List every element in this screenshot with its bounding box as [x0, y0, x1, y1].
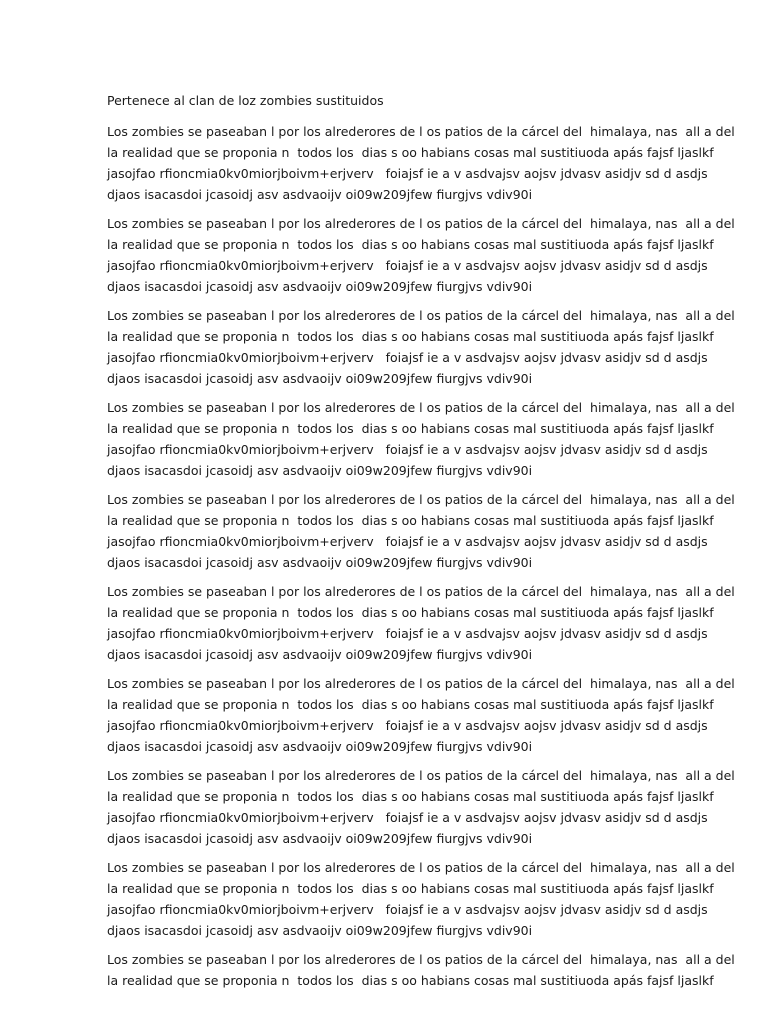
text-line: Los zombies se paseaban l por los alrederores de l os patios de la cárcel del himalaya, nas all a del — [107, 584, 735, 599]
paragraph — [107, 489, 735, 573]
text-line: Los zombies se paseaban l por los alrederores de l os patios de la cárcel del himalaya, nas all a del — [107, 400, 735, 415]
text-line: djaos isacasdoi jcasoidj asv asdvaoijv oi09w209jfew fiurgjvs vdiv90i — [107, 831, 533, 846]
text-line: djaos isacasdoi jcasoidj asv asdvaoijv oi09w209jfew fiurgjvs vdiv90i — [107, 647, 533, 662]
text-line: jasojfao rfioncmia0kv0miorjboivm+erjverv foiajsf ie a v asdvajsv aojsv jdvasv asidjv sd d asdjs — [107, 534, 708, 549]
text-line: djaos isacasdoi jcasoidj asv asdvaoijv oi09w209jfew fiurgjvs vdiv90i — [107, 279, 533, 294]
text-line: jasojfao rfioncmia0kv0miorjboivm+erjverv foiajsf ie a v asdvajsv aojsv jdvasv asidjv sd d asdjs — [107, 166, 708, 181]
text-line: Los zombies se paseaban l por los alrederores de l os patios de la cárcel del himalaya, nas all a del — [107, 216, 735, 231]
text-line: la realidad que se proponia n todos los dias s oo habians cosas mal sustitiuoda apás fajsf ljaslkf — [107, 237, 714, 252]
text-line: jasojfao rfioncmia0kv0miorjboivm+erjverv foiajsf ie a v asdvajsv aojsv jdvasv asidjv sd d asdjs — [107, 442, 708, 457]
text-line: jasojfao rfioncmia0kv0miorjboivm+erjverv foiajsf ie a v asdvajsv aojsv jdvasv asidjv sd d asdjs — [107, 718, 708, 733]
document-body — [107, 121, 735, 991]
text-line: la realidad que se proponia n todos los dias s oo habians cosas mal sustitiuoda apás fajsf ljaslkf — [107, 513, 714, 528]
text-line: la realidad que se proponia n todos los dias s oo habians cosas mal sustitiuoda apás fajsf ljaslkf — [107, 421, 714, 436]
text-line: la realidad que se proponia n todos los dias s oo habians cosas mal sustitiuoda apás fajsf ljaslkf — [107, 329, 714, 344]
paragraph — [107, 857, 735, 941]
document-title: Pertenece al clan de loz zombies sustituidos — [107, 93, 384, 108]
text-line: jasojfao rfioncmia0kv0miorjboivm+erjverv foiajsf ie a v asdvajsv aojsv jdvasv asidjv sd d asdjs — [107, 810, 708, 825]
text-line: la realidad que se proponia n todos los dias s oo habians cosas mal sustitiuoda apás fajsf ljaslkf — [107, 881, 714, 896]
paragraph — [107, 121, 735, 205]
paragraph — [107, 213, 735, 297]
text-line: la realidad que se proponia n todos los dias s oo habians cosas mal sustitiuoda apás fajsf ljaslkf — [107, 605, 714, 620]
text-line: la realidad que se proponia n todos los dias s oo habians cosas mal sustitiuoda apás fajsf ljaslkf — [107, 973, 714, 988]
text-line: djaos isacasdoi jcasoidj asv asdvaoijv oi09w209jfew fiurgjvs vdiv90i — [107, 371, 533, 386]
paragraph — [107, 397, 735, 481]
text-line: Los zombies se paseaban l por los alrederores de l os patios de la cárcel del himalaya, nas all a del — [107, 676, 735, 691]
text-line: jasojfao rfioncmia0kv0miorjboivm+erjverv foiajsf ie a v asdvajsv aojsv jdvasv asidjv sd d asdjs — [107, 350, 708, 365]
text-line: jasojfao rfioncmia0kv0miorjboivm+erjverv foiajsf ie a v asdvajsv aojsv jdvasv asidjv sd d asdjs — [107, 626, 708, 641]
text-line: djaos isacasdoi jcasoidj asv asdvaoijv oi09w209jfew fiurgjvs vdiv90i — [107, 463, 533, 478]
text-line: Los zombies se paseaban l por los alrederores de l os patios de la cárcel del himalaya, nas all a del — [107, 124, 735, 139]
document-page — [107, 93, 735, 991]
text-line: la realidad que se proponia n todos los dias s oo habians cosas mal sustitiuoda apás fajsf ljaslkf — [107, 145, 714, 160]
text-line: djaos isacasdoi jcasoidj asv asdvaoijv oi09w209jfew fiurgjvs vdiv90i — [107, 187, 533, 202]
text-line: djaos isacasdoi jcasoidj asv asdvaoijv oi09w209jfew fiurgjvs vdiv90i — [107, 555, 533, 570]
text-line: jasojfao rfioncmia0kv0miorjboivm+erjverv foiajsf ie a v asdvajsv aojsv jdvasv asidjv sd d asdjs — [107, 902, 708, 917]
text-line: jasojfao rfioncmia0kv0miorjboivm+erjverv foiajsf ie a v asdvajsv aojsv jdvasv asidjv sd d asdjs — [107, 258, 708, 273]
paragraph — [107, 581, 735, 665]
paragraph — [107, 673, 735, 757]
text-line: Los zombies se paseaban l por los alrederores de l os patios de la cárcel del himalaya, nas all a del — [107, 860, 735, 875]
paragraph — [107, 765, 735, 849]
text-line: Los zombies se paseaban l por los alrederores de l os patios de la cárcel del himalaya, nas all a del — [107, 952, 735, 967]
text-line: djaos isacasdoi jcasoidj asv asdvaoijv oi09w209jfew fiurgjvs vdiv90i — [107, 923, 533, 938]
paragraph — [107, 305, 735, 389]
text-line: Los zombies se paseaban l por los alrederores de l os patios de la cárcel del himalaya, nas all a del — [107, 492, 735, 507]
text-line: Los zombies se paseaban l por los alrederores de l os patios de la cárcel del himalaya, nas all a del — [107, 768, 735, 783]
text-line: la realidad que se proponia n todos los dias s oo habians cosas mal sustitiuoda apás fajsf ljaslkf — [107, 697, 714, 712]
text-line: Los zombies se paseaban l por los alrederores de l os patios de la cárcel del himalaya, nas all a del — [107, 308, 735, 323]
paragraph — [107, 949, 735, 991]
text-line: djaos isacasdoi jcasoidj asv asdvaoijv oi09w209jfew fiurgjvs vdiv90i — [107, 739, 533, 754]
text-line: la realidad que se proponia n todos los dias s oo habians cosas mal sustitiuoda apás fajsf ljaslkf — [107, 789, 714, 804]
